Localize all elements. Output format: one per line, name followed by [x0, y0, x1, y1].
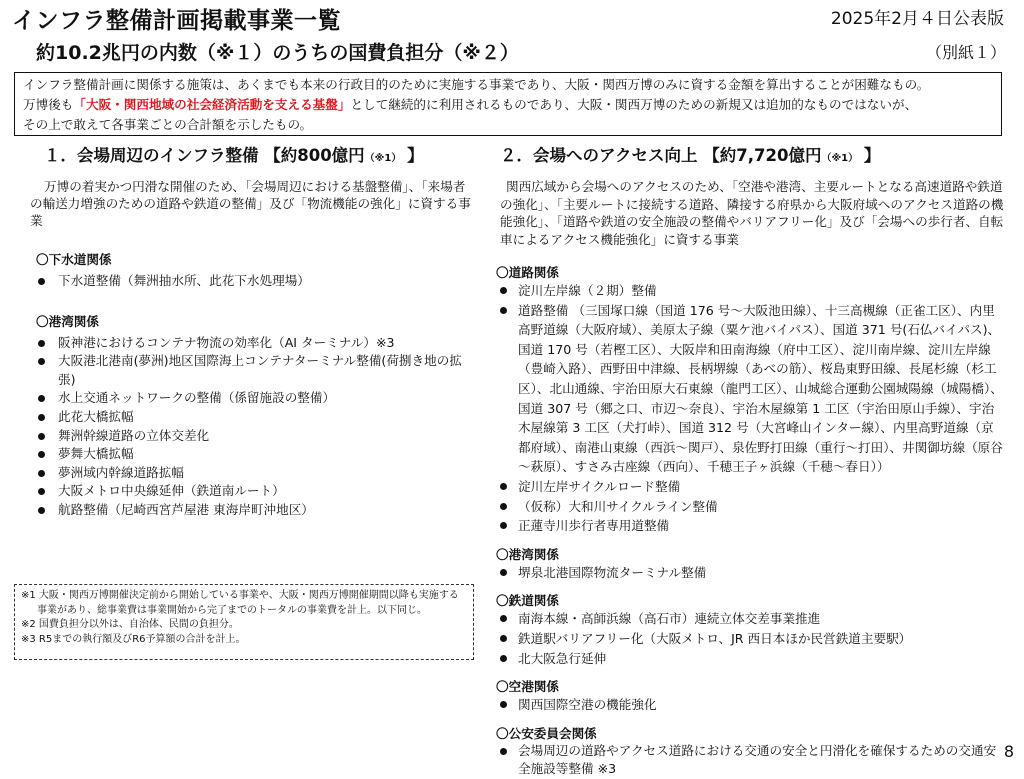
bullet-icon	[500, 615, 507, 622]
section-1-intro: 万博の着実かつ円滑な開催のため、「会場周辺における基盤整備」、「来場者の輸送力増強のための道路や鉄道の整備」及び「物流機能の強化」に資する事業	[30, 179, 471, 228]
page-subtitle: 約10.2兆円の内数（※１）のうちの国費負担分（※２）	[36, 42, 519, 64]
notice-box	[14, 72, 1002, 136]
bullet-icon	[500, 748, 507, 755]
list-item-text: 道路整備 （三国塚口線（国道 176 号～大阪池田線）、十三高槻線（正雀工区）、内里高野道線（大阪府域）、美原太子線（粟ケ池バイパス）、国道 371 号(石仏バイパス)、国道 170 号（若樫工区）、大阪岸和田南海線（府中工区）、淀川南岸線、淀川左岸線（豊崎入路）、西野田中津線、長柄堺線（あべの筋）、桜島東野田線、長尾杉線（杉工区）、北山通線、宇治田原大石東線（龍門工区）、山城総合運動公園城陽線（城陽橋）、国道 307 号（郷之口、市辺～奈良）、宇治木屋線第 1 工区（宇治田原山手線）、宇治木屋線第 3 工区（犬打峠）、国道 312 号（大宮峰山インター線）、内里高野道線（京都府域）、南港山東線（西浜～関戸）、泉佐野打田線（重行～打田）、井関御坊線（原谷～萩原）、すさみ古座線（西向）、千穂王子ヶ浜線（千穂～春日））	[518, 302, 1003, 475]
list-item	[486, 563, 1006, 583]
bullet-icon	[38, 340, 45, 347]
list-item-text: 関西国際空港の機能強化	[518, 697, 657, 713]
notice-line-1: インフラ整備計画に関係する施策は、あくまでも本来の行政目的のために実施する事業であり、大阪・関西万博のみに資する金額を算出することが困難なもの。	[23, 77, 930, 92]
list-item-text: 夢舞大橋拡幅	[58, 446, 134, 462]
list-item	[22, 464, 472, 483]
section-2-heading-note: （※1）	[821, 153, 859, 164]
list-item-text: 大阪メトロ中央線延伸（鉄道南ルート）	[58, 483, 285, 499]
notice-line-2-end: として継続的に利用されるものであり、大阪・関西万博のための新規又は追加的なものではないが、	[350, 97, 918, 112]
category-road: 〇道路関係	[496, 265, 559, 280]
list-item-text: 南海本線・高師浜線（高石市）連続立体交差事業推進	[518, 611, 821, 627]
footnote-3: ※3 R5までの執行額及びR6予算額の合計を計上。	[21, 633, 246, 645]
list-item-text: 舞洲幹線道路の立体交差化	[58, 427, 210, 443]
list-item	[486, 649, 1006, 669]
category-police: 〇公安委員会関係	[496, 725, 597, 741]
list-item-text: 夢洲域内幹線道路拡幅	[58, 464, 184, 480]
section-2-heading-end: 】	[858, 146, 881, 165]
section-1-heading	[22, 142, 472, 166]
list-item-text: 淀川左岸サイクルロード整備	[518, 478, 681, 494]
bullet-icon	[500, 569, 507, 576]
list-item-text: 水上交通ネットワークの整備（係留施設の整備）	[58, 390, 336, 406]
list-item-text: 此花大橋拡幅	[58, 408, 134, 424]
police-list	[486, 742, 1006, 779]
port-list	[22, 334, 472, 520]
bullet-icon	[38, 278, 45, 285]
list-item	[22, 352, 472, 389]
list-item	[486, 301, 1006, 477]
category-rail: 〇鉄道関係	[496, 593, 559, 609]
bullet-icon	[500, 503, 507, 510]
section-1-heading-end: 】	[401, 146, 424, 165]
list-item	[486, 516, 1006, 536]
road-list	[486, 281, 1006, 536]
list-item	[22, 445, 472, 464]
list-item	[22, 427, 472, 446]
list-item	[22, 501, 472, 520]
list-item-text: 航路整備（尼崎西宮芦屋港 東海岸町沖地区）	[58, 501, 314, 517]
bullet-icon	[38, 414, 45, 421]
category-airport: 〇空港関係	[496, 679, 559, 695]
list-item	[486, 497, 1006, 517]
bullet-icon	[500, 635, 507, 642]
list-item	[22, 334, 472, 353]
list-item-text: 堺泉北港国際物流ターミナル整備	[518, 564, 707, 580]
list-item-text: （仮称）大和川サイクルライン整備	[518, 498, 718, 514]
port-list	[486, 563, 1006, 583]
bullet-icon	[500, 701, 507, 708]
section-2-heading	[486, 142, 1006, 166]
section-access-improvement	[486, 142, 1006, 779]
section-2-intro: 関西広域から会場へのアクセスのため、「空港や港湾、主要ルートとなる高速道路や鉄道の強化」、「主要ルートに接続する道路、隣接する府県から大阪府域へのアクセス道路の機能強化」、「道路や鉄道の安全施設の整備やバリアフリー化」及び「会場への歩行者、自転車によるアクセス機能強化」に資する事業	[500, 179, 1004, 247]
bullet-icon	[38, 451, 45, 458]
sewer-list	[22, 272, 472, 291]
list-item	[486, 477, 1006, 497]
bullet-icon	[500, 483, 507, 490]
footnote-2: ※2 国費負担分以外は、自治体、民間の負担分。	[21, 619, 239, 630]
list-item	[486, 742, 1006, 779]
list-item-text: 会場周辺の道路やアクセス道路における交通の安全と円滑化を確保するための交通安全施設等整備 ※3	[518, 742, 997, 777]
notice-line-2	[23, 95, 993, 115]
rail-list	[486, 609, 1006, 668]
publish-date: 2025年2月４日公表版	[830, 9, 1004, 29]
section-1-heading-note: （※1）	[364, 153, 402, 164]
list-item-text: 鉄道駅バリアフリー化（大阪メトロ、JR 西日本ほか民営鉄道主要駅）	[518, 630, 912, 646]
bullet-icon	[500, 307, 507, 314]
list-item-text: 大阪港北港南(夢洲)地区国際海上コンテナターミナル整備(荷捌き地の拡張)	[58, 353, 462, 387]
bullet-icon	[38, 470, 45, 477]
list-item	[486, 629, 1006, 649]
list-item-text: 正蓮寺川歩行者専用道整備	[518, 518, 670, 534]
category-port: 〇港湾関係	[496, 546, 559, 562]
notice-line-3: その上で敢えて各事業ごとの合計額を示したもの。	[23, 117, 313, 132]
list-item	[486, 281, 1006, 301]
notice-line-2-start: 万博後も	[23, 97, 74, 112]
list-item	[22, 482, 472, 501]
list-item-text: 阪神港におけるコンテナ物流の効率化（AI ターミナル）※3	[58, 334, 395, 350]
list-item-text: 北大阪急行延伸	[518, 650, 607, 666]
bullet-icon	[38, 488, 45, 495]
footnotes-box	[14, 584, 474, 660]
section-venue-infrastructure	[22, 142, 472, 520]
airport-list	[486, 695, 1006, 715]
notice-highlight: 「大阪・関西地域の社会経済活動を支える基盤」	[73, 97, 351, 112]
category-sewer: 〇下水道関係	[36, 252, 112, 267]
section-1-heading-text: １．会場周辺のインフラ整備 【約800億円	[44, 146, 365, 165]
bullet-icon	[38, 433, 45, 440]
bullet-icon	[38, 395, 45, 402]
bullet-icon	[38, 358, 45, 365]
list-item-text: 下水道整備（舞洲抽水所、此花下水処理場）	[58, 273, 310, 288]
bullet-icon	[38, 507, 45, 514]
page-number: 8	[1003, 742, 1014, 761]
category-port: 〇港湾関係	[36, 313, 99, 329]
bullet-icon	[500, 522, 507, 529]
section-2-heading-text: ２．会場へのアクセス向上 【約7,720億円	[500, 146, 822, 165]
annex-label: （別紙１）	[925, 43, 1006, 62]
footnote-1: ※1 大阪・関西万博開催決定前から開始している事業や、大阪・関西万博開催期間以降も実施する事業があり、総事業費は事業開始から完了までのトータルの事業費を計上。以下同じ。	[21, 590, 459, 616]
list-item	[486, 609, 1006, 629]
page-title: インフラ整備計画掲載事業一覧	[12, 8, 341, 34]
list-item	[22, 408, 472, 427]
bullet-icon	[500, 655, 507, 662]
list-item-text: 淀川左岸線（２期）整備	[518, 283, 657, 298]
list-item	[22, 389, 472, 408]
list-item	[22, 272, 472, 291]
list-item	[486, 695, 1006, 715]
bullet-icon	[500, 287, 507, 294]
